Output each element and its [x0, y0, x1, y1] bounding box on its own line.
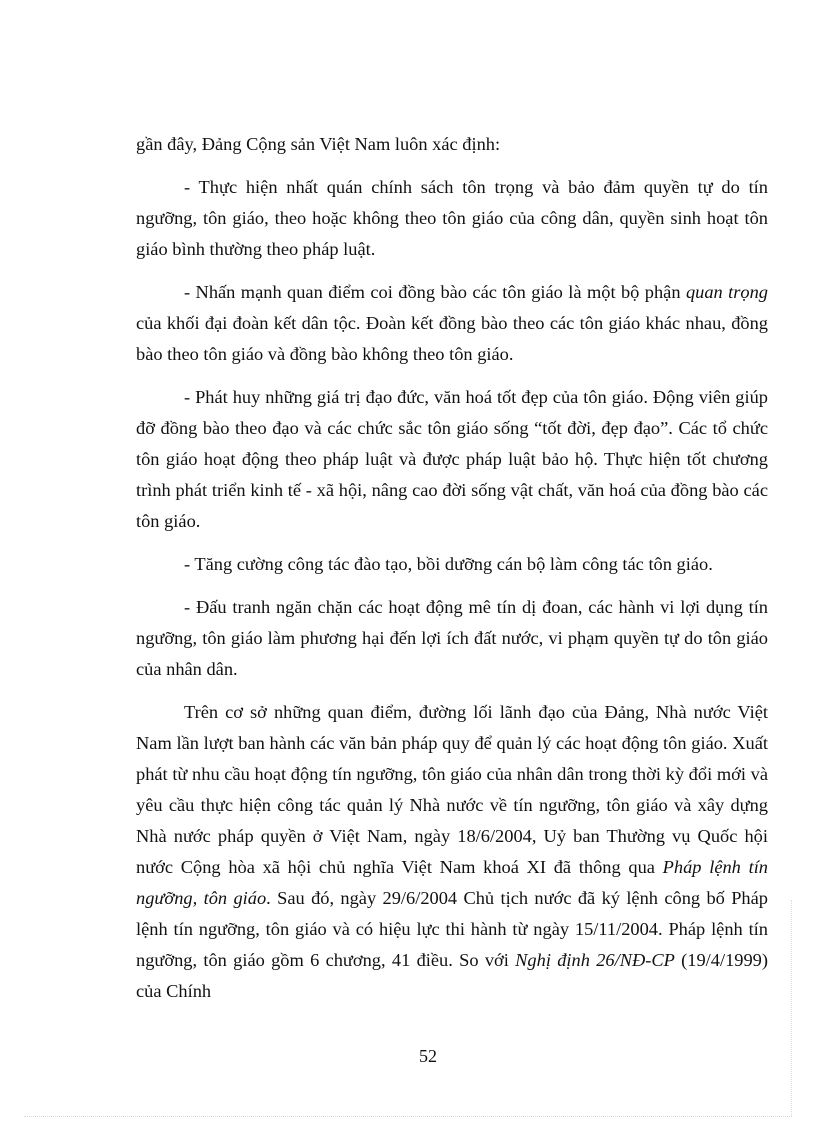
bullet-paragraph-combat-superstition [136, 592, 768, 685]
bullet-paragraph-moral-values [136, 382, 768, 537]
body-text [136, 129, 768, 1007]
paragraph-continuation [136, 129, 768, 160]
paragraph-legal-framework [136, 697, 768, 1007]
text-run: - Tăng cường công tác đào tạo, bồi dưỡng cán bộ làm công tác tôn giáo. [184, 554, 713, 574]
right-dotted-rule [791, 900, 792, 1116]
text-run: . Sau đó, ngày 29/6/2004 Chủ tịch nước đã ký lệnh công bố Pháp lệnh tín ngưỡng, tôn giáo và có hiệu lực thi hành từ ngày 15/11/2004. Pháp lệnh tín ngưỡng, tôn giáo gồm 6 chương, 41 điều. So với [136, 888, 768, 970]
text-run: - Đấu tranh ngăn chặn các hoạt động mê tín dị đoan, các hành vi lợi dụng tín ngưỡng, tôn giáo làm phương hại đến lợi ích đất nước, vi phạm quyền tự do tôn giáo của nhân dân. [136, 597, 768, 679]
italic-text-run: Nghị định 26/NĐ-CP [515, 950, 675, 970]
bottom-dotted-rule [24, 1116, 792, 1117]
text-run: của khối đại đoàn kết dân tộc. Đoàn kết đồng bào theo các tôn giáo khác nhau, đồng bào theo tôn giáo và đồng bào không theo tôn giáo. [136, 313, 768, 364]
page-number: 52 [419, 1046, 437, 1066]
text-run: Trên cơ sở những quan điểm, đường lối lãnh đạo của Đảng, Nhà nước Việt Nam lần lượt ban hành các văn bản pháp quy để quản lý các hoạt động tôn giáo. Xuất phát từ nhu cầu hoạt động tín ngưỡng, tôn giáo của nhân dân trong thời kỳ đổi mới và yêu cầu thực hiện công tác quản lý Nhà nước về tín ngưỡng, tôn giáo và xây dựng Nhà nước pháp quyền ở Việt Nam, ngày 18/6/2004, Uỷ ban Thường vụ Quốc hội nước Cộng hòa xã hội chủ nghĩa Việt Nam khoá XI đã thông qua [136, 702, 768, 877]
italic-text-run: quan trọng [685, 282, 768, 302]
bullet-paragraph-freedom-of-religion [136, 172, 768, 265]
text-run: - Thực hiện nhất quán chính sách tôn trọng và bảo đảm quyền tự do tín ngưỡng, tôn giáo, theo hoặc không theo tôn giáo của công dân, quyền sinh hoạt tôn giáo bình thường theo pháp luật. [136, 177, 768, 259]
text-run: gần đây, Đảng Cộng sản Việt Nam luôn xác định: [136, 134, 501, 154]
text-run: - Phát huy những giá trị đạo đức, văn hoá tốt đẹp của tôn giáo. Động viên giúp đỡ đồng bào theo đạo và các chức sắc tôn giáo sống “tốt đời, đẹp đạo”. Các tổ chức tôn giáo hoạt động theo pháp luật và được pháp luật bảo hộ. Thực hiện tốt chương trình phát triển kinh tế - xã hội, nâng cao đời sống vật chất, văn hoá của đồng bào các tôn giáo. [136, 387, 768, 531]
text-run: (19/4/1999) của Chính [136, 950, 768, 1001]
bullet-paragraph-cadre-training [136, 549, 768, 580]
italic-text-run: Pháp lệnh tín ngưỡng, tôn giáo [136, 857, 768, 908]
bullet-paragraph-national-unity [136, 277, 768, 370]
text-run: - Nhấn mạnh quan điểm coi đồng bào các tôn giáo là một bộ phận [184, 282, 686, 302]
